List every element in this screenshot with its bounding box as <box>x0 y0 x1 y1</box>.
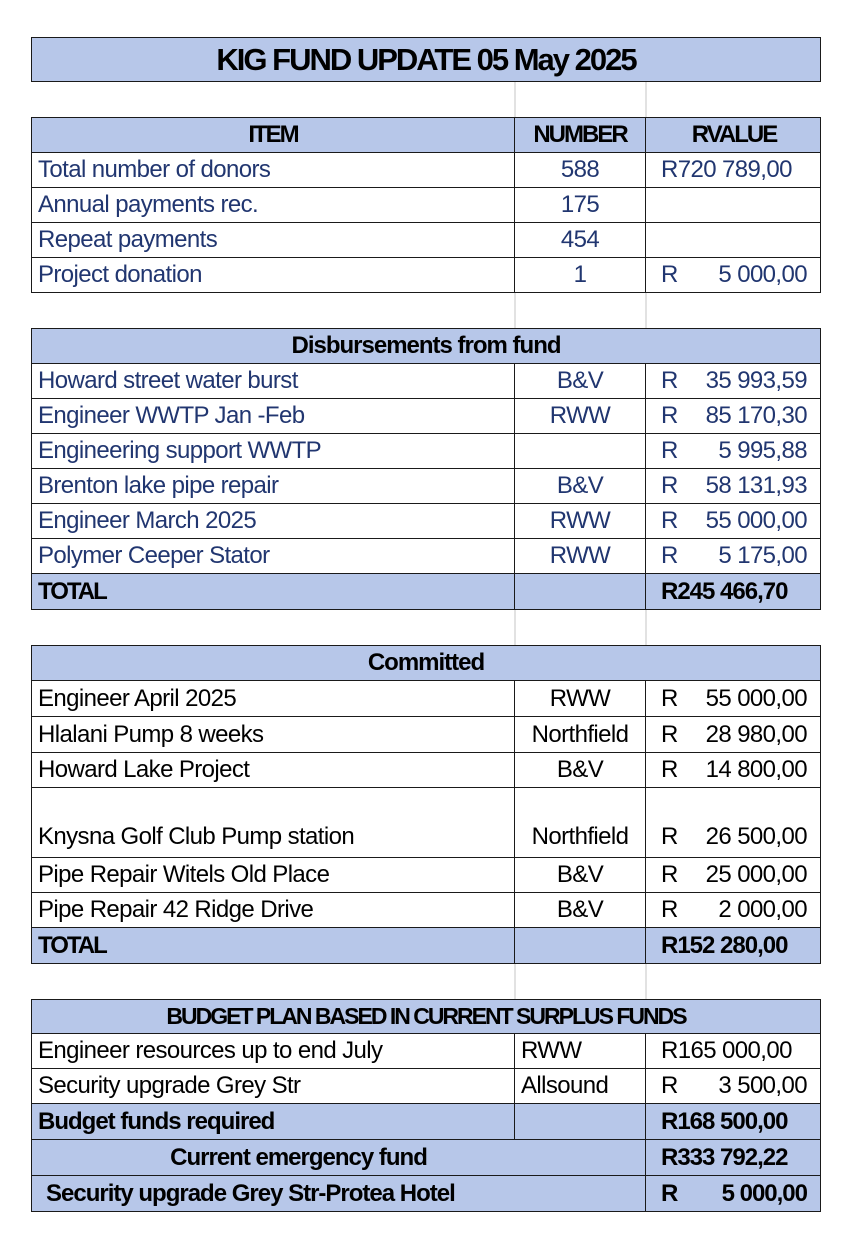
row-currency: R <box>661 542 678 569</box>
row-currency: R <box>661 896 678 923</box>
row-currency: R <box>661 472 678 499</box>
number-column-header: NUMBER <box>515 118 646 152</box>
row-item: Engineering support WWTP <box>32 434 515 468</box>
row-currency: R <box>661 756 678 783</box>
table-row <box>31 1069 821 1104</box>
row-currency: R <box>661 402 678 429</box>
row-item: Annual payments rec. <box>32 188 515 222</box>
total-label: TOTAL <box>32 574 515 609</box>
row-currency: R <box>661 367 678 394</box>
emergency-fund-row <box>31 1140 821 1176</box>
row-number: RWW <box>515 681 646 716</box>
committed-total-row <box>31 928 821 964</box>
row-number: 175 <box>515 188 646 222</box>
table-row <box>31 223 821 258</box>
spacer-row <box>31 610 821 645</box>
committed-header <box>31 645 821 681</box>
row-item: Project donation <box>32 258 515 292</box>
budget-required-number-cell <box>515 1104 646 1139</box>
disbursements-title: Disbursements from fund <box>291 332 561 359</box>
row-value <box>646 153 822 187</box>
table-row <box>31 364 821 399</box>
summary-header-row <box>31 117 821 153</box>
spacer-row <box>31 293 821 328</box>
budget-header <box>31 999 821 1034</box>
row-amount: 3 500,00 <box>718 1072 807 1099</box>
budget-required-value: R168 500,00 <box>661 1107 788 1135</box>
emergency-fund-label: Current emergency fund <box>170 1143 427 1171</box>
total-number-cell <box>515 574 646 609</box>
disbursements-header <box>31 328 821 364</box>
row-number: RWW <box>515 539 646 573</box>
row-number: B&V <box>515 858 646 892</box>
budget-required-label: Budget funds required <box>32 1104 515 1139</box>
row-amount: 5 000,00 <box>718 261 807 288</box>
row-item: Brenton lake pipe repair <box>32 469 515 503</box>
item-column-header: ITEM <box>32 118 515 152</box>
table-row <box>31 717 821 753</box>
table-row <box>31 188 821 223</box>
row-value <box>646 223 822 257</box>
row-number: B&V <box>515 364 646 398</box>
row-currency: R <box>661 261 678 288</box>
row-currency: R <box>661 861 678 888</box>
committed-title: Committed <box>367 649 485 676</box>
row-currency: R720 789,00 <box>661 156 792 183</box>
disbursements-total-row <box>31 574 821 610</box>
row-item: Engineer April 2025 <box>32 681 515 716</box>
row-currency: R <box>661 823 678 850</box>
row-amount: 26 500,00 <box>705 823 807 850</box>
row-number: 588 <box>515 153 646 187</box>
table-row <box>31 434 821 469</box>
row-currency: R <box>661 720 678 748</box>
table-row <box>31 539 821 574</box>
row-number: Northfield <box>515 717 646 752</box>
row-amount: 14 800,00 <box>705 756 807 783</box>
protea-upgrade-row <box>31 1176 821 1212</box>
row-item: Pipe Repair Witels Old Place <box>32 858 515 892</box>
row-number <box>515 434 646 468</box>
row-currency: R165 000,00 <box>661 1037 792 1064</box>
row-value <box>646 364 822 398</box>
row-item: Engineer WWTP Jan -Feb <box>32 399 515 433</box>
row-item: Knysna Golf Club Pump station <box>32 788 515 857</box>
emergency-fund-value: R333 792,22 <box>661 1143 788 1171</box>
fund-update-sheet <box>31 37 821 1212</box>
row-amount: 58 131,93 <box>705 472 807 499</box>
row-number: RWW <box>515 399 646 433</box>
row-amount: 25 000,00 <box>705 861 807 888</box>
row-value <box>646 469 822 503</box>
row-currency: R <box>661 507 678 534</box>
row-amount: 5 995,88 <box>718 437 807 464</box>
table-row <box>31 893 821 928</box>
protea-currency: R <box>661 1179 678 1207</box>
protea-upgrade-label-cell <box>32 1176 646 1211</box>
row-item: Howard Lake Project <box>32 753 515 787</box>
row-currency: R <box>661 1072 678 1099</box>
row-number: Northfield <box>515 788 646 857</box>
row-value <box>646 1069 822 1103</box>
row-value <box>646 893 822 927</box>
table-row <box>31 1034 821 1069</box>
total-value: R152 280,00 <box>661 931 788 959</box>
row-amount: 55 000,00 <box>705 684 807 712</box>
row-number: B&V <box>515 893 646 927</box>
total-number-cell <box>515 928 646 963</box>
total-label: TOTAL <box>32 928 515 963</box>
row-amount: 5 175,00 <box>718 542 807 569</box>
spacer-row <box>31 964 821 999</box>
row-currency: R <box>661 437 678 464</box>
row-value <box>646 504 822 538</box>
row-item: Pipe Repair 42 Ridge Drive <box>32 893 515 927</box>
row-item: Engineer March 2025 <box>32 504 515 538</box>
table-row <box>31 469 821 504</box>
row-item: Engineer resources up to end July <box>32 1034 515 1068</box>
row-amount: 85 170,30 <box>705 402 807 429</box>
table-row <box>31 504 821 539</box>
total-value: R245 466,70 <box>661 577 788 605</box>
row-value <box>646 1034 822 1068</box>
row-number: B&V <box>515 753 646 787</box>
budget-title: BUDGET PLAN BASED IN CURRENT SURPLUS FUNDS <box>166 1003 686 1029</box>
protea-amount: 5 000,00 <box>721 1179 807 1207</box>
row-item: Hlalani Pump 8 weeks <box>32 717 515 752</box>
row-item: Polymer Ceeper Stator <box>32 539 515 573</box>
spacer-row <box>31 82 821 117</box>
row-number: 454 <box>515 223 646 257</box>
row-value <box>646 539 822 573</box>
row-number: RWW <box>515 1034 646 1068</box>
table-row <box>31 153 821 188</box>
row-item: Total number of donors <box>32 153 515 187</box>
value-column-header: RVALUE <box>691 121 777 148</box>
row-item: Security upgrade Grey Str <box>32 1069 515 1103</box>
row-value <box>646 399 822 433</box>
table-row <box>31 753 821 788</box>
row-item: Repeat payments <box>32 223 515 257</box>
row-value <box>646 188 822 222</box>
row-value <box>646 858 822 892</box>
row-currency: R <box>661 684 678 712</box>
sheet-title: KIG FUND UPDATE 05 May 2025 <box>31 37 821 82</box>
table-row <box>31 681 821 717</box>
table-row <box>31 399 821 434</box>
row-value <box>646 681 822 716</box>
row-value <box>646 434 822 468</box>
row-value <box>646 717 822 752</box>
row-number: RWW <box>515 504 646 538</box>
budget-required-row <box>31 1104 821 1140</box>
row-number: Allsound <box>515 1069 646 1103</box>
row-amount: 28 980,00 <box>705 720 807 748</box>
row-amount: 35 993,59 <box>705 367 807 394</box>
row-number: 1 <box>515 258 646 292</box>
row-number: B&V <box>515 469 646 503</box>
row-amount: 2 000,00 <box>718 896 807 923</box>
table-row <box>31 788 821 858</box>
row-amount: 55 000,00 <box>705 507 807 534</box>
row-value <box>646 258 822 292</box>
protea-upgrade-value <box>646 1176 822 1211</box>
row-value <box>646 753 822 787</box>
row-value <box>646 788 822 857</box>
emergency-fund-label-cell <box>32 1140 646 1175</box>
protea-upgrade-label: Security upgrade Grey Str-Protea Hotel <box>46 1179 455 1207</box>
row-item: Howard street water burst <box>32 364 515 398</box>
table-row <box>31 858 821 893</box>
table-row <box>31 258 821 293</box>
